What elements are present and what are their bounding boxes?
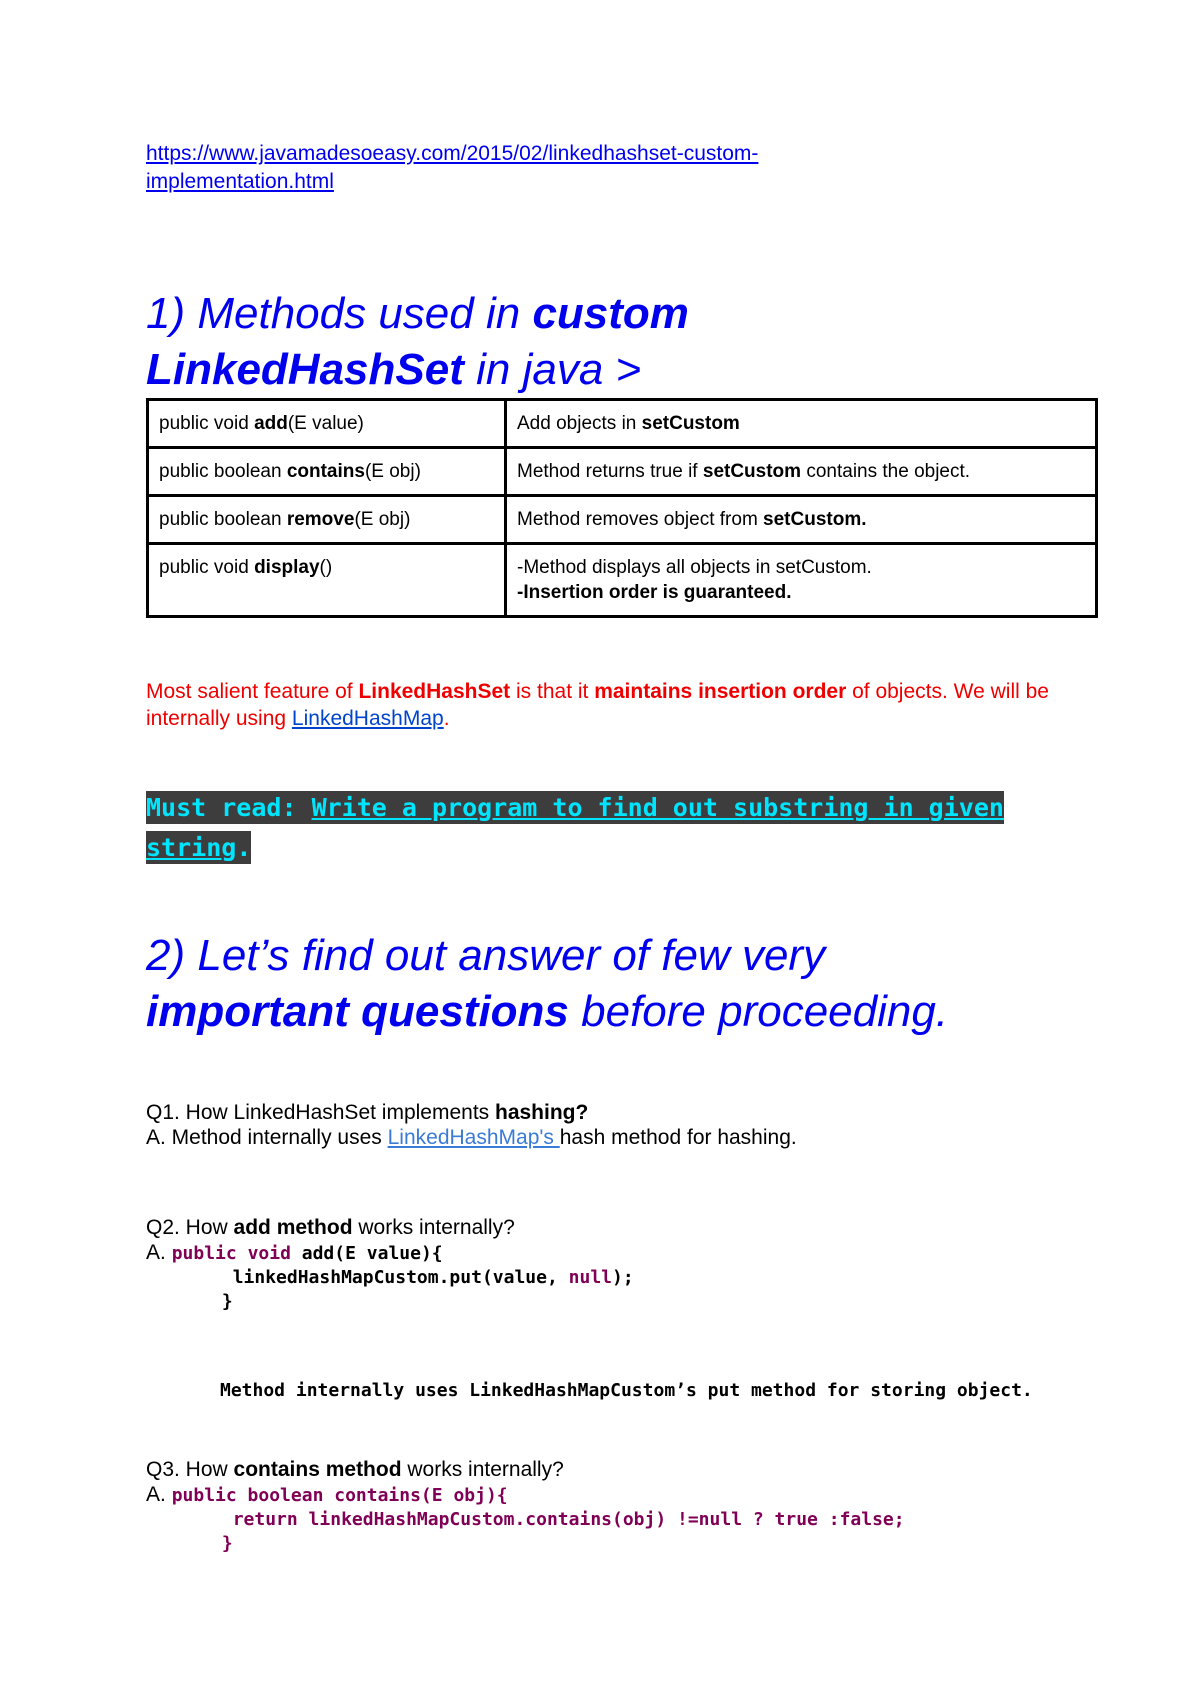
methods-table: [146, 398, 1098, 618]
question-1-block: [146, 1100, 1106, 1150]
contains-code-line1: public boolean contains(E obj){: [171, 1485, 508, 1506]
contains-code-line2: return linkedHashMapCustom.contains(obj) !=null ? true :false;: [146, 1509, 905, 1530]
code-body-end: );: [612, 1267, 634, 1288]
add-code-line2: [146, 1266, 1106, 1290]
answer-2: [146, 1240, 1106, 1266]
section1-title-suffix: in java >: [463, 345, 642, 394]
source-url-line1: https://www.javamadesoeasy.com/2015/02/linkedhashset-custom-: [146, 142, 759, 165]
a3-label: A.: [146, 1483, 172, 1506]
linkedhashmap-link[interactable]: LinkedHashMap: [291, 707, 444, 730]
method-signature-cell: [148, 496, 506, 544]
section2-bold: important questions: [146, 987, 569, 1036]
add-code-close: }: [146, 1291, 233, 1312]
add-code-line1: [172, 1243, 443, 1264]
question-2-block: [146, 1215, 1106, 1314]
q3-post: works internally?: [401, 1458, 564, 1481]
sig-name: add: [254, 413, 288, 434]
source-url-line2: implementation.html: [146, 170, 334, 193]
method-signature-cell: [148, 448, 506, 496]
must-read-tail: .: [236, 833, 252, 862]
section2-tail: before proceeding.: [568, 987, 949, 1036]
code-keyword: public: [171, 1243, 237, 1264]
section1-heading: [146, 286, 1106, 398]
substring-program-link[interactable]: Write a program to find out substring in given: [311, 793, 1004, 822]
code-keyword: null: [568, 1267, 612, 1288]
q3-pre: Q3. How: [146, 1458, 234, 1481]
q2-pre: Q2. How: [146, 1216, 234, 1239]
code-body: linkedHashMapCustom.put(value,: [146, 1267, 569, 1288]
salient-bold-2: maintains insertion order: [594, 680, 847, 703]
method-signature-cell: [148, 400, 506, 448]
desc-bold: setCustom: [641, 413, 740, 434]
section1-title-bold1: custom: [532, 289, 689, 338]
must-read-band: [146, 791, 1004, 864]
sig-pre: public boolean: [159, 509, 287, 530]
salient-feature-paragraph: [146, 678, 1106, 732]
salient-bold-1: LinkedHashSet: [358, 680, 511, 703]
q1-bold: hashing?: [495, 1101, 589, 1124]
q3-bold: contains method: [233, 1458, 402, 1481]
sig-post: (E obj): [364, 461, 421, 482]
method-description-cell: [506, 400, 1097, 448]
linkedhashmap-hash-link[interactable]: LinkedHashMap's: [387, 1126, 560, 1149]
desc-post: contains the object.: [801, 461, 971, 482]
section1-title-prefix: 1) Methods used in: [146, 289, 533, 338]
substring-program-link-cont[interactable]: string: [146, 833, 237, 862]
question-1: [146, 1100, 1106, 1125]
sig-post: (): [319, 557, 333, 578]
sig-pre: public void: [159, 557, 255, 578]
contains-code-close: }: [146, 1533, 233, 1554]
desc-line2: -Insertion order is guaranteed.: [517, 582, 792, 603]
desc-pre: Method removes object from: [517, 509, 764, 530]
document-page: [146, 140, 1106, 1554]
question-2: [146, 1215, 1106, 1240]
sig-name: contains: [286, 461, 365, 482]
sig-post: (E obj): [354, 509, 411, 530]
table-row: [148, 400, 1097, 448]
add-method-note: Method internally uses LinkedHashMapCustom’s put method for storing object.: [220, 1380, 1033, 1401]
source-url-link[interactable]: [146, 140, 886, 196]
salient-text-4: .: [443, 707, 450, 730]
salient-text-2: is that it: [510, 680, 595, 703]
sig-pre: public boolean: [159, 461, 287, 482]
must-read-label: Must read:: [146, 793, 297, 822]
table-row: [148, 448, 1097, 496]
desc-pre: Method returns true if: [517, 461, 703, 482]
salient-text-3: of objects. We will be internally using: [146, 680, 1049, 730]
sig-name: display: [254, 557, 320, 578]
question-3: [146, 1457, 1106, 1482]
method-signature-cell: [148, 544, 506, 617]
q2-bold: add method: [233, 1216, 353, 1239]
desc-line1: -Method displays all objects in setCustom.: [517, 557, 872, 578]
answer-3: [146, 1482, 1106, 1508]
section2-heading: [146, 928, 1106, 1040]
section2-line1: 2) Let’s find out answer of few very: [146, 931, 826, 980]
q2-post: works internally?: [352, 1216, 515, 1239]
code-signature: add(E value){: [290, 1243, 443, 1264]
table-row: [148, 496, 1097, 544]
desc-pre: Add objects in: [517, 413, 642, 434]
desc-bold: setCustom: [702, 461, 802, 482]
a1-post: hash method for hashing.: [559, 1126, 797, 1149]
sig-name: remove: [286, 509, 355, 530]
a1-text: A. Method internally uses: [146, 1126, 388, 1149]
sig-post: (E value): [287, 413, 364, 434]
method-description-cell: [506, 496, 1097, 544]
code-keyword: void: [247, 1243, 291, 1264]
section1-title-bold2: LinkedHashSet: [146, 345, 464, 394]
sig-pre: public void: [159, 413, 255, 434]
must-read-banner: [146, 788, 1004, 868]
q1-text: Q1. How LinkedHashSet implements: [146, 1101, 495, 1124]
question-3-block: [146, 1457, 1106, 1556]
method-description-cell: [506, 544, 1097, 617]
answer-1: [146, 1125, 1106, 1150]
desc-bold: setCustom.: [763, 509, 867, 530]
a2-label: A.: [146, 1241, 172, 1264]
table-row: [148, 544, 1097, 617]
salient-text-1: Most salient feature of: [146, 680, 359, 703]
method-description-cell: [506, 448, 1097, 496]
